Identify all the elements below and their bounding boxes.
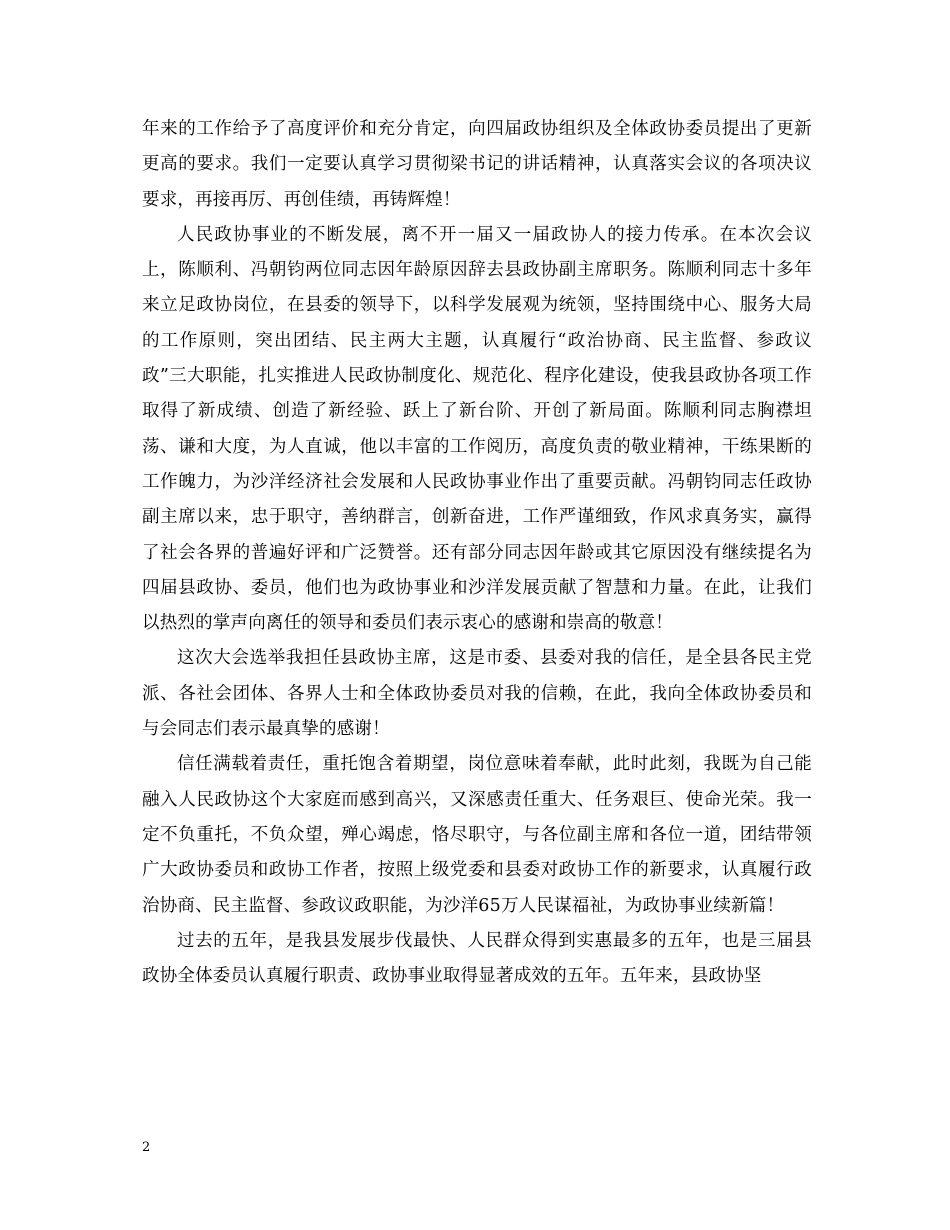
paragraph: 人民政协事业的不断发展，离不开一届又一届政协人的接力传承。在本次会议上，陈顺利、冯朝钧两位同志因年龄原因辞去县政协副主席职务。陈顺利同志十多年来立足政协岗位，在县委的领导下，以科学发展观为统领，坚持围绕中心、服务大局的工作原则，突出团结、民主两大主题，认真履行“政治协商、民主监督、参政议政”三大职能，扎实推进人民政协制度化、规范化、程序化建设，使我县政协各项工作取得了新成绩、创造了新经验、跃上了新台阶、开创了新局面。陈顺利同志胸襟坦荡、谦和大度，为人直诚，他以丰富的工作阅历，高度负责的敬业精神，干练果断的工作魄力，为沙洋经济社会发展和人民政协事业作出了重要贡献。冯朝钧同志任政协副主席以来，忠于职守，善纳群言，创新奋进，工作严谨细致，作风求真务实，赢得了社会各界的普遍好评和广泛赞誉。还有部分同志因年龄或其它原因没有继续提名为四届县政协、委员，他们也为政协事业和沙洋发展贡献了智慧和力量。在此，让我们以热烈的掌声向离任的领导和委员们表示衷心的感谢和崇高的敬意！ xyxy=(142,224,812,634)
paragraph: 这次大会选举我担任县政协主席，这是市委、县委对我的信任，是全县各民主党派、各社会团体、各界人士和全体政协委员对我的信赖，在此，我向全体政协委员和与会同志们表示最真挚的感谢！ xyxy=(142,648,812,740)
paragraph: 过去的五年，是我县发展步伐最快、人民群众得到实惠最多的五年，也是三届县政协全体委员认真履行职责、政协事业取得显著成效的五年。五年来，县政协坚 xyxy=(142,930,812,987)
page-number: 2 xyxy=(142,1140,151,1155)
paragraph: 信任满载着责任，重托饱含着期望，岗位意味着奉献，此时此刻，我既为自己能融入人民政协这个大家庭而感到高兴，又深感责任重大、任务艰巨、使命光荣。我一定不负重托，不负众望，殚心竭虑，恪尽职守，与各位副主席和各位一道，团结带领广大政协委员和政协工作者，按照上级党委和县委对政协工作的新要求，认真履行政治协商、民主监督、参政议政职能，为沙洋65万人民谋福祉，为政协事业续新篇！ xyxy=(142,754,812,916)
paragraph-continued: 年来的工作给予了高度评价和充分肯定，向四届政协组织及全体政协委员提出了更新更高的要求。我们一定要认真学习贯彻梁书记的讲话精神，认真落实会议的各项决议要求，再接再厉、再创佳绩，再铸辉煌！ xyxy=(142,119,812,210)
document-body xyxy=(142,112,812,994)
